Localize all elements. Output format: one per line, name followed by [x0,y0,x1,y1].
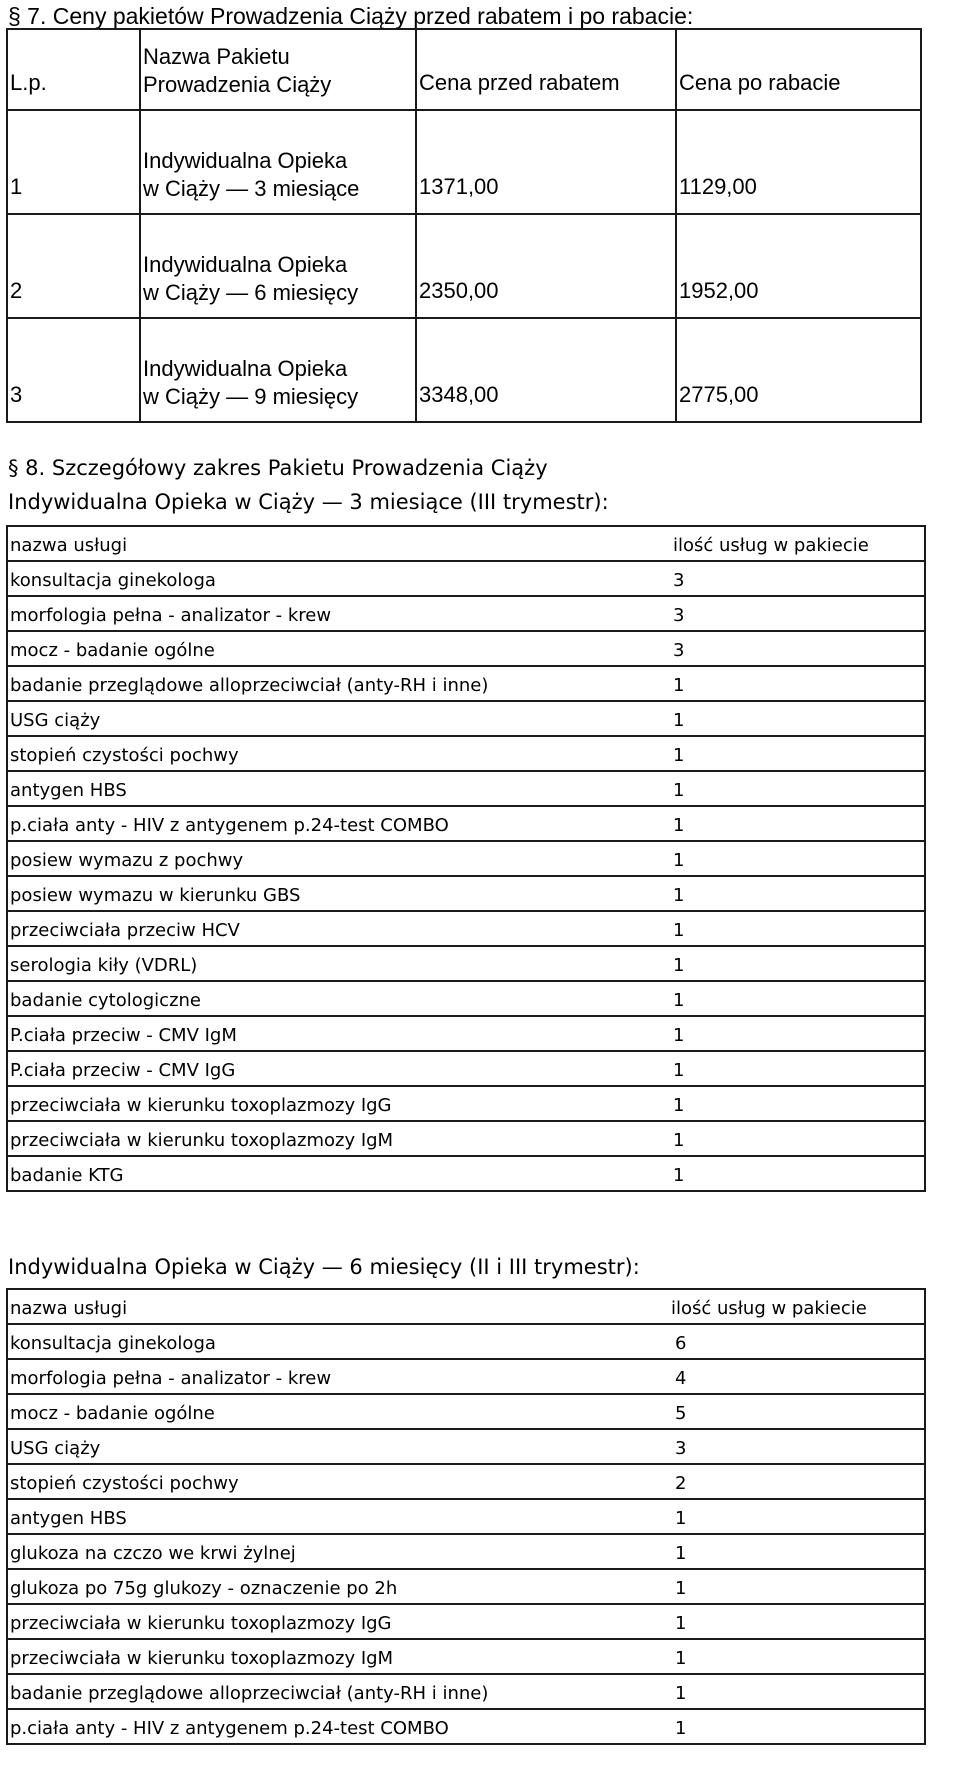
service-name: przeciwciała w kierunku toxoplazmozy IgM [7,1121,668,1156]
service-row [7,1016,925,1051]
service-row [7,596,925,631]
service-row [7,946,925,981]
row-package-name: Indywidualna Opieka w Ciąży — 9 miesięcy [140,318,416,422]
service-name: badanie przeglądowe alloprzeciwciał (anty-RH i inne) [7,666,668,701]
service-qty: 1 [671,736,925,771]
service-qty: 3 [671,631,925,666]
service-row [7,1121,925,1156]
service-qty: 1 [671,1604,925,1639]
service-qty: 6 [671,1324,925,1359]
service-qty: 1 [671,1709,925,1744]
row-lp: 3 [7,318,140,422]
service-row [7,1156,925,1191]
service-row [7,1499,925,1534]
service-qty: 1 [671,1534,925,1569]
service-qty: 1 [671,1639,925,1674]
service-name: USG ciąży [7,701,668,736]
service-name: glukoza po 75g glukozy - oznaczenie po 2h [7,1569,668,1604]
service-name: stopień czystości pochwy [7,1464,668,1499]
service-row [7,1359,925,1394]
col-service-name: nazwa usługi [7,1289,668,1324]
service-row [7,1569,925,1604]
header-lp: L.p. [7,29,140,110]
service-qty: 1 [671,1086,925,1121]
service-row [7,876,925,911]
price-table-header [7,29,921,110]
service-name: posiew wymazu w kierunku GBS [7,876,668,911]
service-row [7,1051,925,1086]
service-qty: 3 [671,596,925,631]
service-row [7,1429,925,1464]
service-qty: 1 [671,1121,925,1156]
service-name: badanie przeglądowe alloprzeciwciał (anty-RH i inne) [7,1674,668,1709]
service-name: przeciwciała w kierunku toxoplazmozy IgG [7,1604,668,1639]
table-row [7,318,921,422]
service-qty: 1 [671,1499,925,1534]
service-name: badanie cytologiczne [7,981,668,1016]
service-name: posiew wymazu z pochwy [7,841,668,876]
service-qty: 2 [671,1464,925,1499]
service-row [7,1086,925,1121]
row-lp: 2 [7,214,140,318]
service-qty: 1 [671,666,925,701]
service-name: p.ciała anty - HIV z antygenem p.24-test COMBO [7,1709,668,1744]
service-name: mocz - badanie ogólne [7,1394,668,1429]
service-name: przeciwciała w kierunku toxoplazmozy IgG [7,1086,668,1121]
row-price-after: 1129,00 [676,110,921,214]
service-qty: 1 [671,876,925,911]
service-qty: 1 [671,771,925,806]
package6-services-table [6,1288,926,1745]
header-price-after: Cena po rabacie [676,29,921,110]
service-name: p.ciała anty - HIV z antygenem p.24-test COMBO [7,806,668,841]
service-name: glukoza na czczo we krwi żylnej [7,1534,668,1569]
package3-header [7,526,925,561]
service-row [7,1639,925,1674]
col-service-qty: ilość usług w pakiecie [671,1289,925,1324]
service-qty: 1 [671,841,925,876]
service-qty: 1 [671,1674,925,1709]
service-row [7,911,925,946]
service-qty: 1 [671,911,925,946]
service-row [7,1324,925,1359]
service-name: P.ciała przeciw - CMV IgG [7,1051,668,1086]
service-qty: 1 [671,1016,925,1051]
service-qty: 1 [671,701,925,736]
service-name: mocz - badanie ogólne [7,631,668,666]
table-row [7,110,921,214]
service-name: USG ciąży [7,1429,668,1464]
row-price-before: 2350,00 [416,214,676,318]
service-row [7,841,925,876]
service-name: konsultacja ginekologa [7,1324,668,1359]
price-table [6,28,922,423]
package3-title: Indywidualna Opieka w Ciąży — 3 miesiące (III trymestr): [8,490,609,514]
service-row [7,666,925,701]
service-name: antygen HBS [7,771,668,806]
row-package-name: Indywidualna Opieka w Ciąży — 3 miesiące [140,110,416,214]
table-row [7,214,921,318]
service-row [7,736,925,771]
service-row [7,1394,925,1429]
service-row [7,1604,925,1639]
service-row [7,561,925,596]
col-service-name: nazwa usługi [7,526,668,561]
service-row [7,1709,925,1744]
service-name: P.ciała przeciw - CMV IgM [7,1016,668,1051]
service-qty: 3 [671,561,925,596]
row-price-after: 1952,00 [676,214,921,318]
service-qty: 1 [671,806,925,841]
service-qty: 1 [671,1051,925,1086]
service-name: serologia kiły (VDRL) [7,946,668,981]
service-name: antygen HBS [7,1499,668,1534]
service-row [7,1674,925,1709]
service-name: stopień czystości pochwy [7,736,668,771]
service-qty: 1 [671,981,925,1016]
header-price-before: Cena przed rabatem [416,29,676,110]
service-row [7,1534,925,1569]
service-row [7,1464,925,1499]
section8-heading: § 8. Szczegółowy zakres Pakietu Prowadzenia Ciąży [8,456,548,480]
service-qty: 5 [671,1394,925,1429]
service-qty: 1 [671,1569,925,1604]
service-name: morfologia pełna - analizator - krew [7,596,668,631]
service-row [7,981,925,1016]
service-name: przeciwciała w kierunku toxoplazmozy IgM [7,1639,668,1674]
service-row [7,771,925,806]
section7-heading: § 7. Ceny pakietów Prowadzenia Ciąży przed rabatem i po rabacie: [8,3,694,29]
service-name: przeciwciała przeciw HCV [7,911,668,946]
package3-services-table [6,525,926,1192]
service-name: morfologia pełna - analizator - krew [7,1359,668,1394]
col-service-qty: ilość usług w pakiecie [671,526,925,561]
service-row [7,806,925,841]
row-price-before: 3348,00 [416,318,676,422]
service-qty: 3 [671,1429,925,1464]
service-row [7,631,925,666]
service-qty: 1 [671,946,925,981]
row-lp: 1 [7,110,140,214]
row-price-after: 2775,00 [676,318,921,422]
service-row [7,701,925,736]
package6-header [7,1289,925,1324]
service-qty: 1 [671,1156,925,1191]
service-name: badanie KTG [7,1156,668,1191]
row-price-before: 1371,00 [416,110,676,214]
row-package-name: Indywidualna Opieka w Ciąży — 6 miesięcy [140,214,416,318]
service-name: konsultacja ginekologa [7,561,668,596]
service-qty: 4 [671,1359,925,1394]
header-package-name [140,29,416,110]
header-name-line1: Nazwa Pakietu [143,44,290,69]
header-name-line2: Prowadzenia Ciąży [143,72,332,97]
package6-title: Indywidualna Opieka w Ciąży — 6 miesięcy (II i III trymestr): [8,1255,640,1279]
